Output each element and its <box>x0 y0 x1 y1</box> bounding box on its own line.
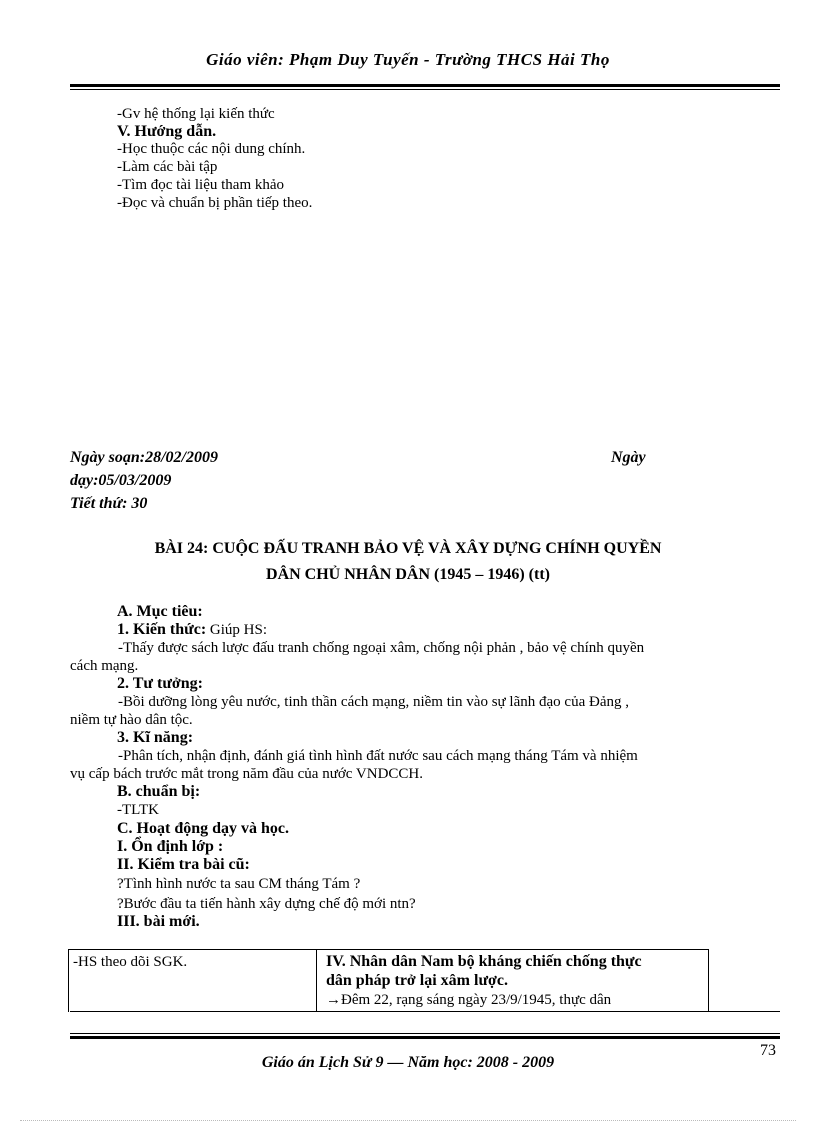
page-header: Giáo viên: Phạm Duy Tuyến - Trường THCS Hải Thọ <box>206 50 610 69</box>
ii-question-1: ?Tình hình nước ta sau CM tháng Tám ? <box>117 876 361 892</box>
heading-i: I. Ổn định lớp : <box>117 838 224 855</box>
date-label: Ngày <box>611 449 646 466</box>
header-rule-thin <box>70 89 780 90</box>
knowledge-text-1: -Thấy được sách lược đấu tranh chống ngoại xâm, chống nội phản , bảo vệ chính quyền <box>118 640 645 656</box>
table-bottom-line <box>70 1011 780 1012</box>
prev-line-1: -Gv hệ thống lại kiến thức <box>117 106 275 122</box>
page-footer: Giáo án Lịch Sử 9 — Năm học: 2008 - 2009 <box>261 1054 555 1071</box>
prev-line-5: -Đọc và chuẩn bị phần tiếp theo. <box>117 195 313 211</box>
b-text-1: -TLTK <box>117 802 159 818</box>
prev-line-4: -Tìm đọc tài liệu tham khảo <box>117 177 285 193</box>
heading-b: B. chuẩn bị: <box>117 783 201 800</box>
prev-heading: V. Hướng dẫn. <box>117 123 217 140</box>
heading-iii: III. bài mới. <box>117 913 200 930</box>
knowledge-label: 1. Kiến thức: <box>117 621 207 638</box>
attitude-text-1: -Bồi dưỡng lòng yêu nước, tinh thần cách mạng, niềm tin vào sự lãnh đạo của Đảng , <box>118 694 629 710</box>
date-prepared: Ngày soạn:28/02/2009 <box>70 449 218 466</box>
date-taught: dạy:05/03/2009 <box>70 472 172 489</box>
footer-rule-thick <box>70 1036 780 1039</box>
page-number: 73 <box>760 1042 776 1059</box>
table-right-cell <box>326 952 706 1010</box>
prev-line-2: -Học thuộc các nội dung chính. <box>117 141 306 157</box>
lesson-table <box>68 949 709 1012</box>
skills-text-2: vụ cấp bách trước mắt trong năm đầu của nước VNDCCH. <box>70 766 424 782</box>
table-left-cell <box>69 950 317 1012</box>
heading-c: C. Hoạt động dạy và học. <box>117 820 290 837</box>
table-right-heading-2: dân pháp trở lại xâm lược. <box>326 972 509 989</box>
footer-rule-thin <box>70 1033 780 1034</box>
period: Tiết thứ: 30 <box>70 495 148 512</box>
heading-ii: II. Kiểm tra bài cũ: <box>117 856 250 873</box>
prev-line-3: -Làm các bài tập <box>117 159 218 175</box>
ii-question-2: ?Bước đầu ta tiến hành xây dựng chế độ mới ntn? <box>117 896 416 912</box>
arrow-icon: → <box>326 992 341 1008</box>
lesson-title-line-2: DÂN CHỦ NHÂN DÂN (1945 – 1946) (tt) <box>266 566 550 583</box>
table-right-text: →Đêm 22, rạng sáng ngày 23/9/1945, thực dân <box>326 992 612 1008</box>
table-right-heading-1: IV. Nhân dân Nam bộ kháng chiến chống thực <box>326 953 642 970</box>
bottom-dotted-line <box>20 1120 796 1121</box>
attitude-text-2: niềm tự hào dân tộc. <box>70 712 193 728</box>
header-rule-thick <box>70 84 780 87</box>
heading-skills: 3. Kĩ năng: <box>117 729 194 746</box>
table-left-text: -HS theo dõi SGK. <box>73 954 188 970</box>
lesson-title-line-1: BÀI 24: CUỘC ĐẤU TRANH BẢO VỆ VÀ XÂY DỰNG CHÍNH QUYỀN <box>154 540 662 557</box>
knowledge-line <box>117 621 267 639</box>
heading-a: A. Mục tiêu: <box>117 603 203 620</box>
heading-attitude: 2. Tư tưởng: <box>117 675 203 692</box>
knowledge-text-2: cách mạng. <box>70 658 139 674</box>
skills-text-1: -Phân tích, nhận định, đánh giá tình hình đất nước sau cách mạng tháng Tám và nhiệm <box>118 748 638 764</box>
knowledge-rest: Giúp HS: <box>206 622 267 638</box>
